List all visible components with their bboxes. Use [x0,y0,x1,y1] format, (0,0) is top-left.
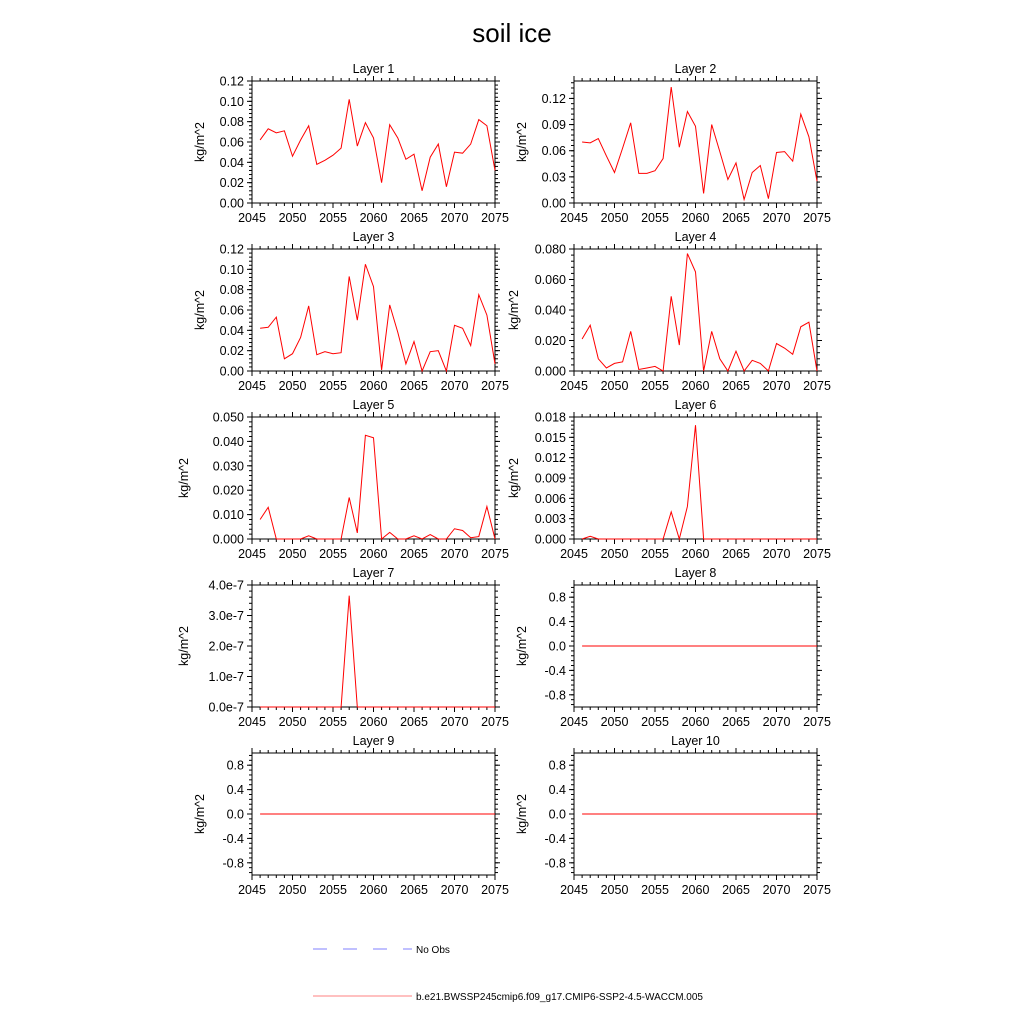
y-tick-label: 0.000 [212,532,244,547]
panel-layer-9 [193,734,509,897]
x-tick-label: 2070 [440,379,469,393]
x-tick-label: 2060 [681,379,710,393]
panel-layer-2 [515,62,831,225]
y-tick-label: -0.4 [222,831,244,846]
x-tick-label: 2050 [600,547,629,561]
y-tick-label: 0.060 [534,273,566,287]
y-tick-label: 0.010 [212,508,244,523]
x-tick-label: 2050 [278,211,307,225]
x-tick-label: 2055 [319,379,347,393]
plot-frame [252,585,495,707]
x-tick-label: 2065 [400,379,428,393]
panel-title: Layer 7 [352,566,395,580]
panel-title: Layer 5 [352,398,395,412]
series-line-layer-6 [582,425,817,539]
y-axis-label: kg/m^2 [515,626,529,666]
x-tick-label: 2075 [803,715,831,729]
x-tick-label: 2070 [440,211,469,225]
series-line-layer-5 [260,435,495,539]
y-tick-label: 0.02 [219,344,244,359]
y-tick-label: 4.0e-7 [208,578,244,593]
panel-title: Layer 8 [674,566,717,580]
x-tick-label: 2055 [319,715,347,729]
y-tick-label: 0.8 [548,590,566,605]
x-tick-label: 2045 [238,715,266,729]
x-tick-label: 2045 [560,547,588,561]
panel-layer-6 [507,398,831,561]
legend-no-obs-label: No Obs [416,945,450,956]
x-tick-label: 2045 [560,715,588,729]
panel-title: Layer 10 [671,734,720,748]
y-tick-label: 0.030 [212,459,244,474]
x-tick-label: 2070 [762,883,791,897]
x-tick-label: 2060 [681,211,710,225]
x-tick-label: 2045 [238,547,266,561]
x-tick-label: 2075 [481,211,509,225]
x-tick-label: 2065 [722,547,750,561]
x-tick-label: 2065 [400,547,428,561]
y-tick-label: 1.0e-7 [208,670,244,684]
series-line-layer-7 [260,596,495,707]
y-tick-label: 0.040 [212,434,244,449]
y-axis-label: kg/m^2 [515,122,529,162]
series-line-layer-1 [260,99,495,191]
series-line-layer-4 [582,254,817,371]
panel-layer-10 [515,734,831,897]
y-tick-label: 0.040 [534,303,566,318]
panel-layer-7 [177,566,509,729]
y-axis-label: kg/m^2 [177,626,191,666]
y-tick-label: 0.12 [219,242,244,257]
x-tick-label: 2060 [359,379,388,393]
x-tick-label: 2075 [481,883,509,897]
x-tick-label: 2075 [481,379,509,393]
y-tick-label: 0.06 [541,144,566,159]
x-tick-label: 2045 [238,379,266,393]
x-tick-label: 2045 [560,883,588,897]
x-tick-label: 2060 [359,883,388,897]
x-tick-label: 2060 [359,547,388,561]
y-tick-label: 0.020 [534,334,566,348]
x-tick-label: 2060 [681,547,710,561]
x-tick-label: 2055 [641,211,669,225]
y-tick-label: -0.4 [544,663,566,678]
y-tick-label: 0.8 [548,758,566,773]
x-tick-label: 2055 [641,547,669,561]
y-tick-label: 0.04 [219,323,244,338]
x-tick-label: 2075 [803,379,831,393]
y-axis-label: kg/m^2 [193,122,207,162]
y-tick-label: 3.0e-7 [208,609,244,623]
y-tick-label: 0.00 [219,196,244,211]
x-tick-label: 2065 [400,211,428,225]
series-line-layer-3 [260,264,495,371]
x-tick-label: 2055 [319,547,347,561]
x-tick-label: 2045 [238,883,266,897]
x-tick-label: 2050 [600,211,629,225]
x-tick-label: 2050 [278,547,307,561]
x-tick-label: 2060 [681,883,710,897]
x-tick-label: 2055 [641,883,669,897]
y-tick-label: 0.4 [548,615,566,630]
x-tick-label: 2050 [278,883,307,897]
panel-layer-1 [193,62,509,225]
x-tick-label: 2055 [319,211,347,225]
y-tick-label: 0.0 [548,807,566,822]
y-tick-label: 0.12 [219,74,244,89]
y-tick-label: 0.000 [534,364,566,379]
y-tick-label: 0.00 [219,364,244,379]
main-title: soil ice [472,18,552,48]
x-tick-label: 2070 [440,547,469,561]
y-tick-label: 0.000 [534,532,566,547]
legend-model-label: b.e21.BWSSP245cmip6.f09_g17.CMIP6-SSP2-4.5-WACCM.005 [416,992,703,1003]
y-axis-label: kg/m^2 [193,290,207,330]
panel-title: Layer 2 [674,62,717,76]
y-tick-label: 0.0e-7 [208,700,244,715]
panel-title: Layer 1 [352,62,395,76]
x-tick-label: 2050 [278,715,307,729]
x-tick-label: 2065 [722,715,750,729]
y-axis-label: kg/m^2 [515,794,529,834]
y-tick-label: 0.04 [219,155,244,170]
y-tick-label: 0.018 [534,410,566,425]
y-tick-label: 0.10 [219,262,244,277]
y-axis-label: kg/m^2 [177,458,191,498]
x-tick-label: 2075 [481,547,509,561]
y-tick-label: 0.003 [534,512,566,527]
y-axis-label: kg/m^2 [507,458,521,498]
y-tick-label: 0.10 [219,94,244,109]
y-tick-label: 0.02 [219,176,244,191]
legend [313,945,703,1003]
panel-layer-8 [515,566,831,729]
x-tick-label: 2065 [400,715,428,729]
y-tick-label: 0.00 [541,196,566,211]
y-axis-label: kg/m^2 [507,290,521,330]
x-tick-label: 2070 [762,379,791,393]
x-tick-label: 2050 [600,883,629,897]
x-tick-label: 2055 [319,883,347,897]
y-tick-label: 0.020 [212,483,244,498]
y-tick-label: 0.4 [548,783,566,798]
y-tick-label: 0.006 [534,491,566,506]
x-tick-label: 2065 [722,883,750,897]
x-tick-label: 2070 [762,547,791,561]
y-tick-label: 0.015 [534,430,566,445]
x-tick-label: 2050 [278,379,307,393]
x-tick-label: 2045 [560,211,588,225]
y-tick-label: 0.009 [534,471,566,486]
x-tick-label: 2075 [803,547,831,561]
series-line-layer-2 [582,87,817,199]
y-axis-label: kg/m^2 [193,794,207,834]
plot-frame [574,81,817,203]
x-tick-label: 2070 [440,715,469,729]
y-tick-label: 0.4 [226,783,244,798]
x-tick-label: 2070 [762,715,791,729]
plot-frame [252,249,495,371]
x-tick-label: 2070 [762,211,791,225]
panel-title: Layer 6 [674,398,717,412]
x-tick-label: 2070 [440,883,469,897]
y-tick-label: 0.06 [219,135,244,150]
y-tick-label: -0.8 [222,856,244,871]
x-tick-label: 2050 [600,379,629,393]
x-tick-label: 2065 [400,883,428,897]
y-tick-label: 0.050 [212,410,244,425]
panel-title: Layer 4 [674,230,717,244]
panel-layer-3 [193,230,509,393]
y-tick-label: -0.8 [544,688,566,703]
x-tick-label: 2055 [641,715,669,729]
panel-layer-4 [507,230,831,393]
y-tick-label: -0.4 [544,831,566,846]
y-tick-label: 0.0 [548,639,566,654]
x-tick-label: 2075 [803,883,831,897]
y-tick-label: 0.012 [534,451,566,466]
panel-title: Layer 9 [352,734,395,748]
panel-layer-5 [177,398,509,561]
x-tick-label: 2050 [600,715,629,729]
x-tick-label: 2055 [641,379,669,393]
y-tick-label: 0.06 [219,303,244,318]
plot-frame [574,249,817,371]
y-tick-label: 0.08 [219,115,244,130]
x-tick-label: 2075 [481,715,509,729]
x-tick-label: 2075 [803,211,831,225]
panels [177,62,831,897]
panel-title: Layer 3 [352,230,395,244]
x-tick-label: 2045 [560,379,588,393]
y-tick-label: -0.8 [544,856,566,871]
y-tick-label: 0.8 [226,758,244,773]
y-tick-label: 0.08 [219,283,244,298]
x-tick-label: 2060 [359,211,388,225]
x-tick-label: 2065 [722,211,750,225]
plot-frame [574,417,817,539]
y-tick-label: 0.080 [534,242,566,257]
y-tick-label: 0.0 [226,807,244,822]
x-tick-label: 2065 [722,379,750,393]
x-tick-label: 2060 [359,715,388,729]
y-tick-label: 0.12 [541,91,566,106]
x-tick-label: 2045 [238,211,266,225]
y-tick-label: 2.0e-7 [208,639,244,654]
plot-frame [252,417,495,539]
y-tick-label: 0.03 [541,170,566,185]
y-tick-label: 0.09 [541,118,566,133]
x-tick-label: 2060 [681,715,710,729]
